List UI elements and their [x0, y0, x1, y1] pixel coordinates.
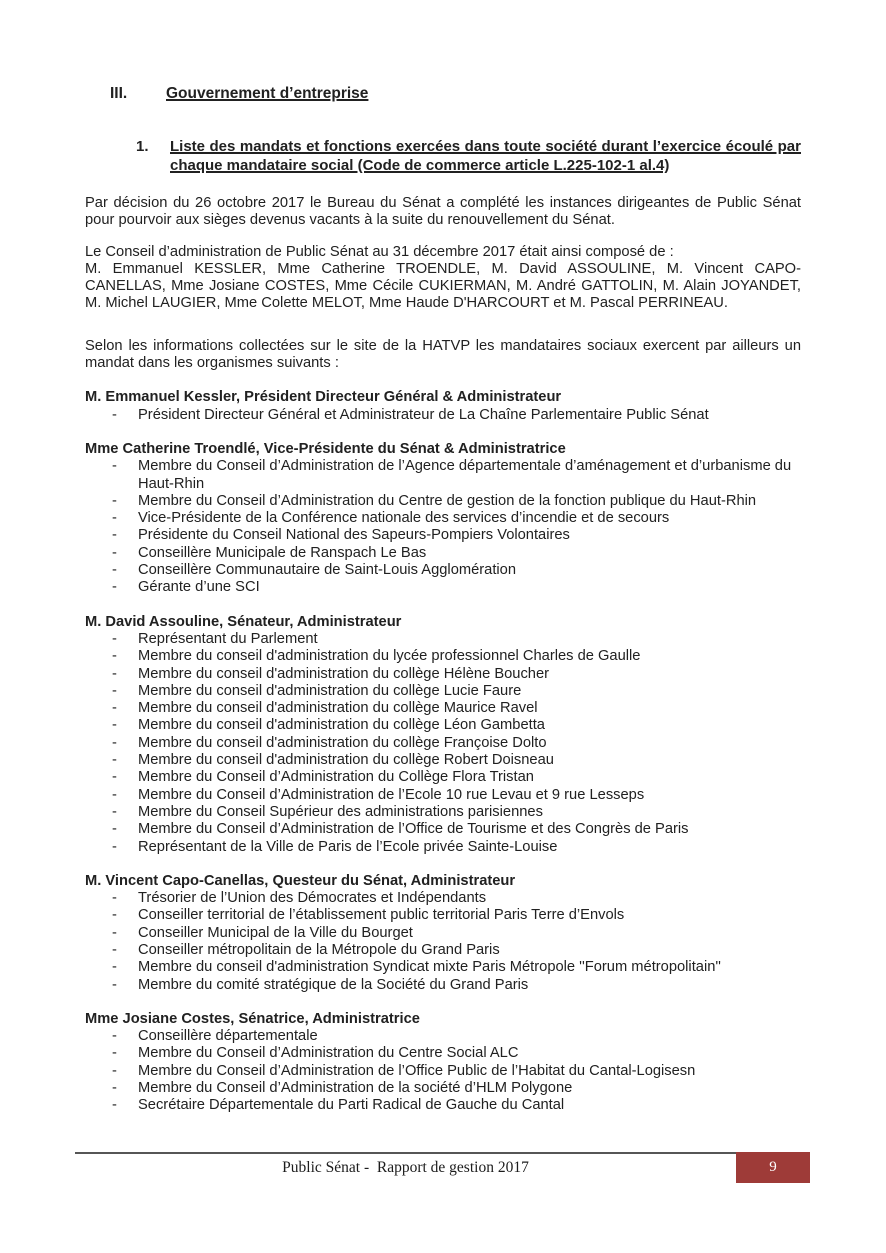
page-content	[85, 85, 801, 1115]
mandate-item: - Trésorier de l’Union des Démocrates et Indépendants	[85, 890, 801, 907]
mandate-section-heading: M. Vincent Capo-Canellas, Questeur du Sénat, Administrateur	[85, 872, 516, 889]
intro-paragraph-3: Selon les informations collectées sur le site de la HATVP les mandataires sociaux exercent par ailleurs un mandat dans les organismes suivants :	[85, 337, 801, 372]
section-heading-numeral: III.	[110, 85, 128, 102]
mandate-item: - Membre du conseil d'administration du collège Léon Gambetta	[85, 717, 801, 734]
mandate-item: - Membre du Conseil d’Administration de la société d’HLM Polygone	[85, 1080, 801, 1097]
mandate-item: - Membre du conseil d'administration du collège Françoise Dolto	[85, 735, 801, 752]
mandate-item: - Conseiller territorial de l’établissement public territorial Paris Terre d’Envols	[85, 907, 801, 924]
mandate-item: - Président Directeur Général et Administrateur de La Chaîne Parlementaire Public Sénat	[85, 407, 801, 424]
mandate-item: - Conseillère départementale	[85, 1028, 801, 1045]
board-composition-intro: Le Conseil d’administration de Public Sénat au 31 décembre 2017 était ainsi composé de :	[85, 243, 674, 260]
subsection-heading	[85, 138, 801, 175]
footer-title: Public Sénat - Rapport de gestion 2017	[282, 1159, 529, 1176]
mandate-item: - Membre du Conseil Supérieur des administrations parisiennes	[85, 804, 801, 821]
subsection-heading-numeral: 1.	[136, 138, 149, 155]
mandate-item: - Membre du conseil d'administration du collège Robert Doisneau	[85, 752, 801, 769]
intro-paragraph-1: Par décision du 26 octobre 2017 le Bureau du Sénat a complété les instances dirigeantes de Public Sénat pour pourvoir aux sièges devenus vacants à la suite du renouvellement du Sénat.	[85, 195, 801, 229]
mandate-list	[85, 631, 801, 856]
mandate-item: - Membre du Conseil d’Administration de l’Office de Tourisme et des Congrès de Paris	[85, 821, 801, 838]
mandate-item: - Gérante d’une SCI	[85, 579, 801, 596]
mandate-item: - Conseiller Municipal de la Ville du Bourget	[85, 925, 801, 942]
mandate-item: - Membre du Conseil d’Administration de l’Agence départementale d’aménagement et d’urbanisme du Haut-Rhin	[85, 458, 801, 493]
page-footer	[75, 1152, 810, 1183]
mandate-item: - Conseiller métropolitain de la Métropole du Grand Paris	[85, 942, 801, 959]
subsection-heading-title: Liste des mandats et fonctions exercées dans toute société durant l’exercice écoulé par chaque mandataire social (Code de commerce article L.225-102-1 al.4)	[170, 138, 801, 174]
page-number: 9	[769, 1159, 777, 1175]
mandate-item: - Membre du Conseil d’Administration du Collège Flora Tristan	[85, 769, 801, 786]
board-composition-block	[85, 244, 801, 313]
mandate-section-capo-canellas	[85, 873, 801, 994]
mandate-list	[85, 458, 801, 596]
mandate-item: - Membre du conseil d'administration du collège Lucie Faure	[85, 683, 801, 700]
mandate-section-heading: M. Emmanuel Kessler, Président Directeur Général & Administrateur	[85, 389, 562, 406]
board-composition-names: M. Emmanuel KESSLER, Mme Catherine TROENDLE, M. David ASSOULINE, M. Vincent CAPO-CANELLAS, Mme Josiane COSTES, Mme Cécile CUKIERMAN, M. André GATTOLIN, M. Alain JOYANDET, M. Michel LAUGIER, Mme Colette MELOT, Mme Haude D'HARCOURT et M. Pascal PERRINEAU.	[85, 260, 801, 312]
mandate-section-assouline	[85, 614, 801, 856]
mandate-section-heading: M. David Assouline, Sénateur, Administrateur	[85, 613, 402, 630]
mandate-item: - Membre du conseil d'administration du lycée professionnel Charles de Gaulle	[85, 648, 801, 665]
mandate-item: - Membre du Conseil d’Administration de l’Ecole 10 rue Levau et 9 rue Lesseps	[85, 787, 801, 804]
mandate-item: - Membre du Conseil d’Administration de l’Office Public de l’Habitat du Cantal-Logisesn	[85, 1063, 801, 1080]
mandate-item: - Membre du Conseil d’Administration du Centre de gestion de la fonction publique du Haut-Rhin	[85, 493, 801, 510]
mandate-item: - Représentant de la Ville de Paris de l’Ecole privée Sainte-Louise	[85, 839, 801, 856]
mandate-item: - Membre du conseil d'administration du collège Maurice Ravel	[85, 700, 801, 717]
mandate-item: - Membre du conseil d'administration Syndicat mixte Paris Métropole ''Forum métropolitain''	[85, 959, 801, 976]
section-heading	[85, 85, 801, 103]
page-number-badge	[736, 1152, 810, 1183]
mandate-item: - Conseillère Municipale de Ranspach Le Bas	[85, 545, 801, 562]
mandate-list	[85, 407, 801, 424]
mandate-item: - Membre du conseil d'administration du collège Hélène Boucher	[85, 666, 801, 683]
mandate-item: - Représentant du Parlement	[85, 631, 801, 648]
mandate-list	[85, 890, 801, 994]
mandate-list	[85, 1028, 801, 1114]
mandate-section-troendle	[85, 441, 801, 597]
section-heading-title: Gouvernement d’entreprise	[166, 85, 369, 102]
mandate-item: - Présidente du Conseil National des Sapeurs-Pompiers Volontaires	[85, 527, 801, 544]
mandate-section-kessler	[85, 389, 801, 424]
mandate-item: - Secrétaire Départementale du Parti Radical de Gauche du Cantal	[85, 1097, 801, 1114]
mandate-item: - Membre du Conseil d’Administration du Centre Social ALC	[85, 1045, 801, 1062]
mandate-section-heading: Mme Catherine Troendlé, Vice-Présidente du Sénat & Administratrice	[85, 440, 566, 457]
mandate-item: - Membre du comité stratégique de la Société du Grand Paris	[85, 977, 801, 994]
mandate-section-costes	[85, 1011, 801, 1115]
mandate-item: - Conseillère Communautaire de Saint-Louis Agglomération	[85, 562, 801, 579]
mandate-item: - Vice-Présidente de la Conférence nationale des services d’incendie et de secours	[85, 510, 801, 527]
mandate-section-heading: Mme Josiane Costes, Sénatrice, Administratrice	[85, 1010, 420, 1027]
